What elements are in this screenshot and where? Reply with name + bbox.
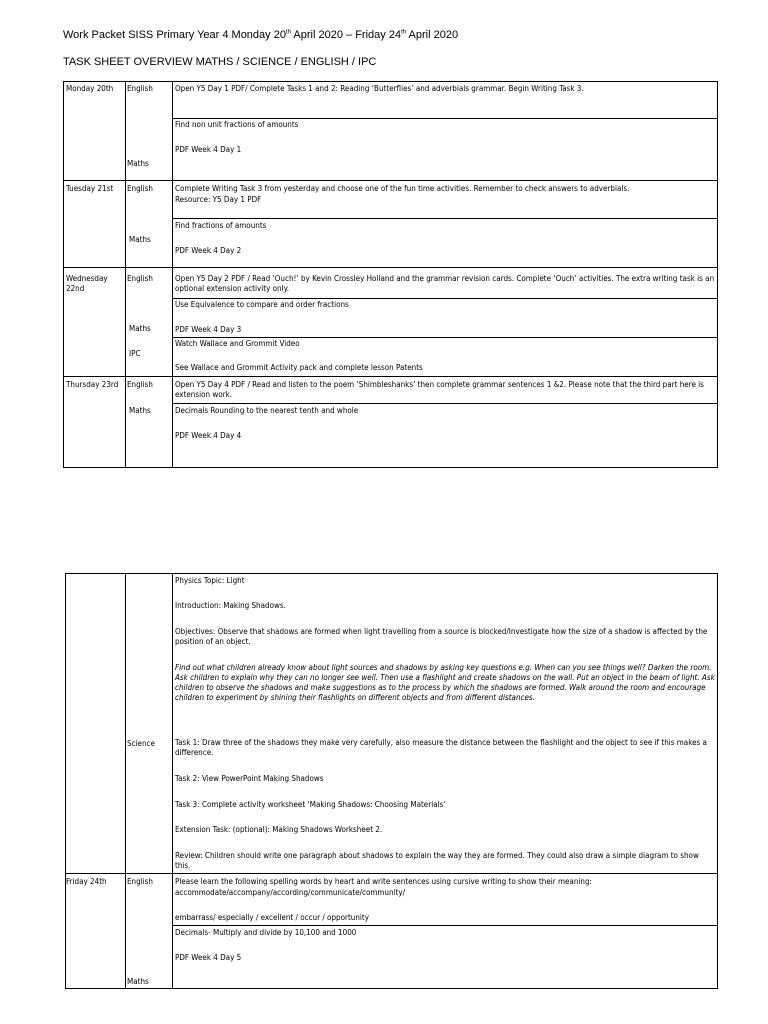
title-part-2: April 2020 – Friday 24 [290,29,402,41]
table1-task-divider [172,118,718,119]
table2-border-left [65,573,66,989]
table1-row-divider [63,180,718,181]
table1-divider-day [125,81,126,468]
tuesday-english-resource: Resource: Y5 Day 1 PDF [175,195,262,204]
day-label-friday: Friday 24th [66,877,107,886]
table1-task-divider [172,298,718,299]
packet-title [63,29,458,41]
science-task-1: Task 1: Draw three of the shadows they make very carefully, also measure the distance between the flashlight and the object to see if this makes a difference. [175,738,707,757]
science-introduction: Introduction: Making Shadows. [175,601,286,610]
subject-maths: Maths [127,159,149,168]
subject-science: Science [127,739,155,748]
thursday-maths-task: Decimals Rounding to the nearest tenth and whole [175,406,359,415]
friday-maths-task: Decimals- Multiply and divide by 10,100 and 1000 [175,928,357,937]
science-task-2: Task 2: View PowerPoint Making Shadows [175,774,324,783]
subject-english: English [127,380,153,389]
science-review: Review: Children should write one paragraph about shadows to explain the way they are formed. They could also draw a simple diagram to show this. [175,851,699,870]
science-task-3: Task 3: Complete activity worksheet ‘Making Shadows: Choosing Materials’ [175,800,446,809]
subject-english: English [127,84,153,93]
table1-row-divider [63,267,718,268]
table1-divider-subject [172,81,173,468]
subject-english: English [127,274,153,283]
table1-task-divider [172,403,718,404]
table2-task-divider [172,925,718,926]
day-label-wednesday: Wednesday 22nd [66,274,108,293]
friday-spelling-words-1: accommodate/accompany/according/communicate/community/ [175,888,406,897]
title-part-1: Work Packet SISS Primary Year 4 Monday 20 [63,29,286,41]
table1-row-divider [63,376,718,377]
table2-divider-day [125,573,126,989]
thursday-maths-resource: PDF Week 4 Day 4 [175,431,242,440]
table2-border-top [65,573,718,574]
title-part-3: April 2020 [406,29,459,41]
monday-maths-resource: PDF Week 4 Day 1 [175,145,242,154]
subject-maths: Maths [129,406,151,415]
subject-maths: Maths [129,235,151,244]
title-superscript-1: th [285,29,291,36]
table2-border-bottom [65,988,718,989]
table1-task-divider [172,218,718,219]
wednesday-ipc-resource: See Wallace and Grommit Activity pack and complete lesson Patents [175,363,423,372]
day-label-tuesday: Tuesday 21st [66,184,114,193]
table1-task-divider [172,337,718,338]
table2-divider-subject [172,573,173,989]
thursday-english-task: Open Y5 Day 4 PDF / Read and listen to the poem ‘Shimbleshanks’ then complete grammar sentences 1 &2. Please note that the third part here is extension work. [175,380,704,399]
subject-ipc: IPC [129,349,141,358]
title-superscript-2: th [401,29,407,36]
subject-maths: Maths [129,324,151,333]
subject-english: English [127,184,153,193]
friday-spelling-words-2: embarrass/ especially / excellent / occur / opportunity [175,913,369,922]
table2-border-right [717,573,718,989]
wednesday-maths-task: Use Equivalence to compare and order fractions [175,300,349,309]
subject-maths: Maths [127,977,149,986]
table1-border-bottom [63,467,718,468]
table1-border-top [63,81,718,82]
task-sheet-heading: TASK SHEET OVERVIEW MATHS / SCIENCE / ENGLISH / IPC [63,56,377,68]
table1-border-right [717,81,718,468]
science-topic: Physics Topic: Light [175,576,245,585]
tuesday-english-task: Complete Writing Task 3 from yesterday and choose one of the fun time activities. Remember to check answers to adverbials. [175,184,630,193]
table2-row-divider [65,873,718,874]
wednesday-maths-resource: PDF Week 4 Day 3 [175,325,242,334]
tuesday-maths-task: Find fractions of amounts [175,221,267,230]
friday-maths-resource: PDF Week 4 Day 5 [175,953,242,962]
wednesday-english-task: Open Y5 Day 2 PDF / Read ‘Ouch!’ by Kevin Crossley Holland and the grammar revision cards. Complete ‘Ouch’ activities. The extra writing task is an optional extension activity only. [175,274,715,293]
day-label-thursday: Thursday 23rd [66,380,119,389]
monday-english-task: Open Y5 Day 1 PDF/ Complete Tasks 1 and 2: Reading ‘Butterflies’ and adverbials grammar. Begin Writing Task 3. [175,84,584,93]
science-extension-task: Extension Task: (optional): Making Shadows Worksheet 2. [175,825,383,834]
science-objectives: Objectives: Observe that shadows are formed when light travelling from a source is blocked/Investigate how the size of a shadow is affected by the position of an object. [175,627,708,646]
friday-english-task: Please learn the following spelling words by heart and write sentences using cursive writing to show their meaning: [175,877,592,886]
day-label-monday: Monday 20th [66,84,114,93]
table1-border-left [63,81,64,468]
subject-english: English [127,877,153,886]
tuesday-maths-resource: PDF Week 4 Day 2 [175,246,242,255]
science-teaching-guidance: Find out what children already know about light sources and shadows by asking key questions e.g. When can you see things well? Darken the room. Ask children to explain why they can no longer see well. Then use a flashlight and create shadows on the wall. Put an object in the beam of light. Ask children to observe the shadows and make suggestions as to the process by which the shadows are formed. Walk around the room and encourage children to experiment by shining their flashlights on different objects and from different distances. [175,663,715,702]
monday-maths-task: Find non unit fractions of amounts [175,120,299,129]
wednesday-ipc-task: Watch Wallace and Grommit Video [175,339,300,348]
